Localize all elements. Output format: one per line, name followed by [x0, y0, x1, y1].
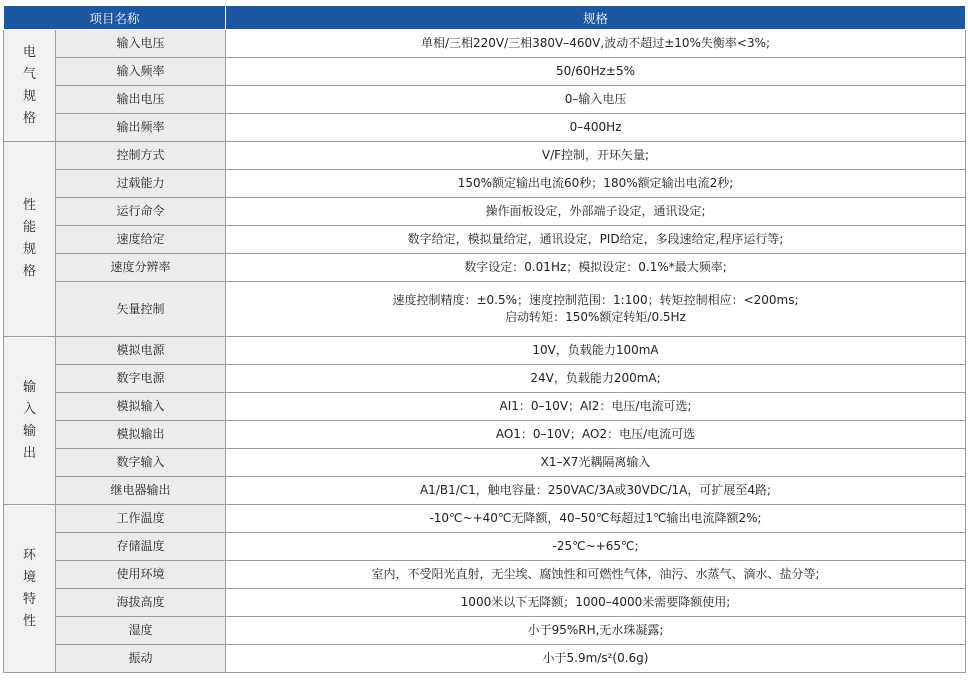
spec-line: -25℃~+65℃; [552, 539, 639, 553]
spec-table [3, 5, 966, 673]
table-row [4, 477, 966, 505]
spec-line: 150%额定输出电流60秒；180%额定输出电流2秒; [457, 176, 734, 190]
spec-cell [226, 198, 966, 226]
spec-cell [226, 58, 966, 86]
item-name-cell: 控制方式 [56, 142, 226, 170]
table-row [4, 421, 966, 449]
spec-line: V/F控制，开环矢量; [541, 148, 650, 162]
spec-line: 数字给定，模拟量给定，通讯设定，PID给定，多段速给定,程序运行等; [407, 232, 784, 246]
table-row [4, 589, 966, 617]
table-row [4, 282, 966, 337]
spec-cell [226, 449, 966, 477]
category-cell [4, 30, 56, 142]
spec-line: -10℃~+40℃无降额，40–50℃每超过1℃输出电流降额2%; [429, 511, 762, 525]
spec-line: 启动转矩：150%额定转矩/0.5Hz [505, 310, 686, 324]
table-row [4, 533, 966, 561]
spec-line: 操作面板设定，外部端子设定，通讯设定; [485, 204, 706, 218]
table-row [4, 505, 966, 533]
spec-line: 1000米以下无降额；1000–4000米需要降额使用; [460, 595, 731, 609]
spec-line: 小于95%RH,无水珠凝露; [527, 623, 664, 637]
spec-line: 速度控制精度：±0.5%；速度控制范围：1:100；转矩控制相应：<200ms; [392, 293, 799, 307]
item-name-cell: 过载能力 [56, 170, 226, 198]
spec-cell [226, 421, 966, 449]
header-spec: 规格 [226, 6, 966, 30]
spec-line: 数字设定：0.01Hz；模拟设定：0.1%*最大频率; [464, 260, 727, 274]
item-name-cell: 模拟输入 [56, 393, 226, 421]
item-name-cell: 输入频率 [56, 58, 226, 86]
item-name-cell: 输入电压 [56, 30, 226, 58]
table-row [4, 114, 966, 142]
item-name-cell: 海拔高度 [56, 589, 226, 617]
spec-line: AO1：0–10V；AO2：电压/电流可选 [495, 427, 696, 441]
item-name-cell: 速度分辨率 [56, 254, 226, 282]
table-row [4, 58, 966, 86]
category-label: 电气规格 [22, 44, 36, 126]
spec-line: X1–X7光耦隔离输入 [540, 455, 651, 469]
item-name-cell: 速度给定 [56, 226, 226, 254]
table-row [4, 30, 966, 58]
item-name-cell: 使用环境 [56, 561, 226, 589]
table-row [4, 393, 966, 421]
spec-cell [226, 30, 966, 58]
category-label: 输入输出 [22, 379, 36, 461]
spec-line: 50/60Hz±5% [556, 64, 636, 78]
table-row [4, 561, 966, 589]
item-name-cell: 矢量控制 [56, 282, 226, 337]
table-row [4, 254, 966, 282]
table-row [4, 86, 966, 114]
spec-cell [226, 393, 966, 421]
item-name-cell: 数字输入 [56, 449, 226, 477]
category-label: 环境特性 [22, 547, 36, 629]
table-row [4, 365, 966, 393]
spec-line: A1/B1/C1，触电容量：250VAC/3A或30VDC/1A，可扩展至4路; [419, 483, 772, 497]
spec-cell [226, 365, 966, 393]
table-row [4, 337, 966, 365]
spec-cell [226, 337, 966, 365]
item-name-cell: 继电器输出 [56, 477, 226, 505]
item-name-cell: 振动 [56, 645, 226, 673]
category-cell [4, 505, 56, 673]
spec-table-body [4, 30, 966, 673]
spec-line: 单相/三相220V/三相380V–460V,波动不超过±10%失衡率<3%; [420, 36, 771, 50]
spec-cell [226, 505, 966, 533]
item-name-cell: 输出频率 [56, 114, 226, 142]
category-label: 性能规格 [22, 198, 36, 279]
spec-cell [226, 617, 966, 645]
spec-cell [226, 589, 966, 617]
spec-cell [226, 114, 966, 142]
spec-line: 小于5.9m/s²(0.6g) [542, 651, 649, 665]
spec-cell [226, 477, 966, 505]
spec-cell [226, 170, 966, 198]
table-row [4, 449, 966, 477]
table-row [4, 142, 966, 170]
item-name-cell: 模拟电源 [56, 337, 226, 365]
item-name-cell: 存储温度 [56, 533, 226, 561]
item-name-cell: 工作温度 [56, 505, 226, 533]
item-name-cell: 湿度 [56, 617, 226, 645]
spec-line: 10V，负载能力100mA [532, 343, 659, 357]
spec-cell [226, 226, 966, 254]
table-row [4, 170, 966, 198]
item-name-cell: 模拟输出 [56, 421, 226, 449]
header-item-name: 项目名称 [4, 6, 226, 30]
spec-line: 室内，不受阳光直射，无尘埃、腐蚀性和可燃性气体，油污、水蒸气、滴水、盐分等; [371, 567, 820, 581]
category-cell [4, 337, 56, 505]
spec-line: 24V，负载能力200mA; [530, 371, 661, 385]
spec-cell [226, 86, 966, 114]
table-row [4, 617, 966, 645]
table-row [4, 226, 966, 254]
category-cell [4, 142, 56, 337]
spec-line: AI1：0–10V；AI2：电压/电流可选; [499, 399, 692, 413]
spec-cell [226, 254, 966, 282]
item-name-cell: 输出电压 [56, 86, 226, 114]
spec-cell [226, 561, 966, 589]
spec-cell [226, 645, 966, 673]
item-name-cell: 运行命令 [56, 198, 226, 226]
table-row [4, 645, 966, 673]
spec-line: 0–输入电压 [564, 92, 627, 106]
spec-cell [226, 282, 966, 337]
spec-line: 0–400Hz [569, 120, 622, 134]
item-name-cell: 数字电源 [56, 365, 226, 393]
table-row [4, 198, 966, 226]
spec-cell [226, 142, 966, 170]
spec-cell [226, 533, 966, 561]
